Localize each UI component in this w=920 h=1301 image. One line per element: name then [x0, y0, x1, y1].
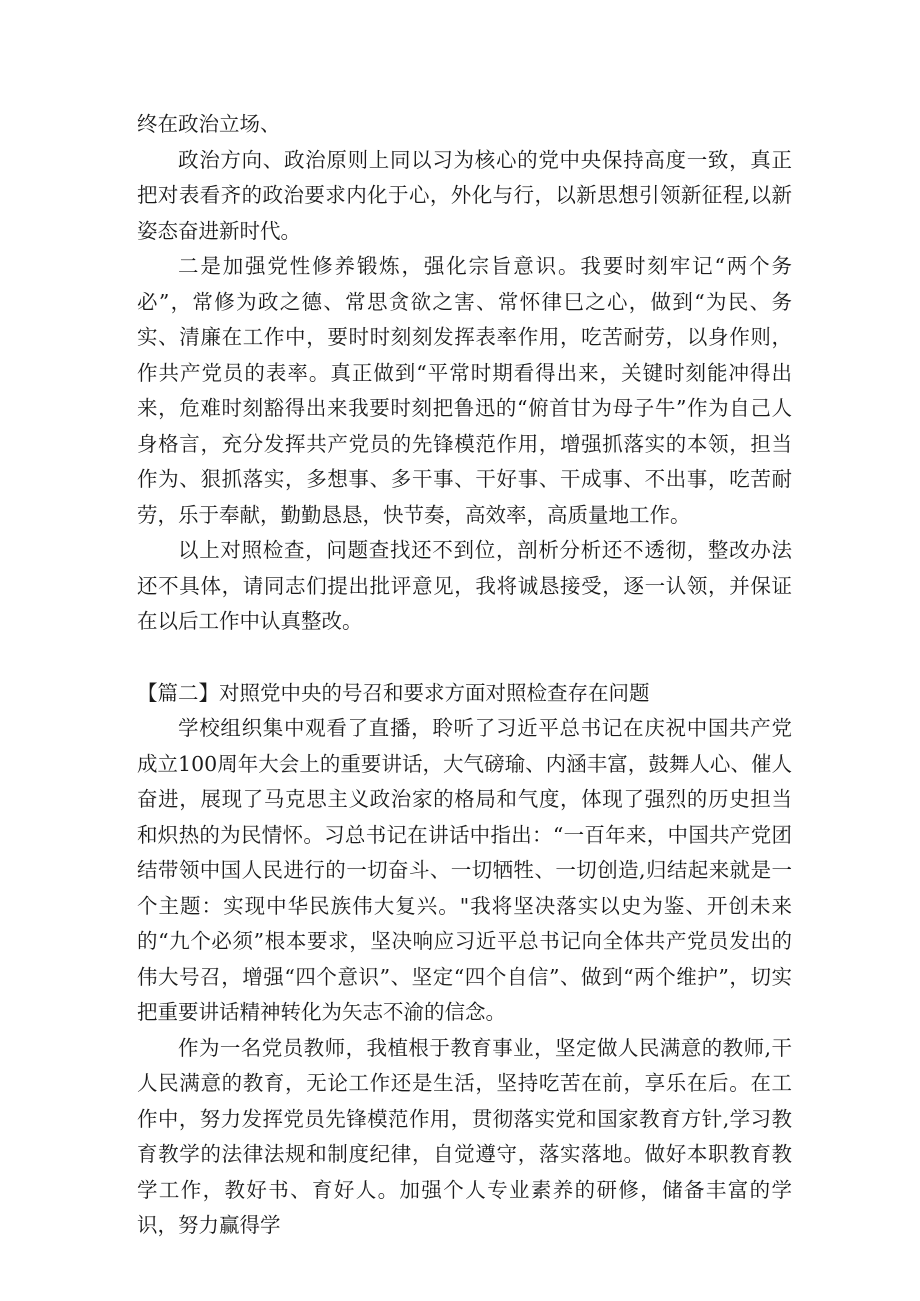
paragraph-conclusion: 以上对照检查，问题查找还不到位，剖析分析还不透彻，整改办法还不具体，请同志们提出批评意见，我将诚恳接受，逐一认领，并保证在以后工作中认真整改。	[137, 538, 792, 633]
section-heading: 【篇二】对照党中央的号召和要求方面对照检查存在问题	[137, 680, 650, 705]
document-body	[137, 107, 792, 1244]
paragraph-teacher-role: 作为一名党员教师，我植根于教育事业，坚定做人民满意的教师,干人民满意的教育，无论工作还是生活，坚持吃苦在前，享乐在后。在工作中，努力发挥党员先锋模范作用，贯彻落实党和国家教育方针,学习教育教学的法律法规和制度纪律，自觉遵守，落实落地。做好本职教育教学工作，教好书、育好人。加强个人专业素养的研修，储备丰富的学识，努力赢得学	[137, 1035, 792, 1237]
paragraph-political-alignment: 政治方向、政治原则上同以习为核心的党中央保持高度一致，真正把对表看齐的政治要求内化于心，外化与行，以新思想引领新征程,以新姿态奋进新时代。	[137, 147, 792, 243]
paragraph-continuation: 终在政治立场、	[137, 112, 281, 136]
paragraph-party-cultivation: 二是加强党性修养锻炼，强化宗旨意识。我要时刻牢记“两个务必”，常修为政之德、常思贪欲之害、常怀律巳之心，做到“为民、务实、清廉在工作中，要时时刻刻发挥表率作用，吃苦耐劳，以身作则，作共产党员的表率。真正做到“平常时期看得出来，关键时刻能冲得出来，危难时刻豁得出来我要时刻把鲁迅的“俯首甘为母子牛”作为自己人身格言，充分发挥共产党员的先锋模范作用，增强抓落实的本领，担当作为、狠抓落实，多想事、多干事、干好事、干成事、不出事，吃苦耐劳，乐于奉献，勤勤恳恳，快节奏，高效率，高质量地工作。	[137, 254, 792, 527]
paragraph-watch-broadcast: 学校组织集中观看了直播，聆听了习近平总书记在庆祝中国共产党成立100周年大会上的重要讲话，大气磅瑜、内涵丰富，鼓舞人心、催人奋进，展现了马克思主义政治家的格局和气度，体现了强烈的历史担当和炽热的为民情怀。习总书记在讲话中指出：“一百年来，中国共产党团结带领中国人民进行的一切奋斗、一切牺牲、一切创造,归结起来就是一个主题：实现中华民族伟大复兴。"我将坚决落实以史为鉴、开创未来的“九个必须”根本要求，坚决响应习近平总书记向全体共产党员发出的伟大号召，增强“四个意识”、坚定“四个自信”、做到“两个维护”，切实把重要讲话精神转化为矢志不渝的信念。	[137, 716, 792, 1024]
